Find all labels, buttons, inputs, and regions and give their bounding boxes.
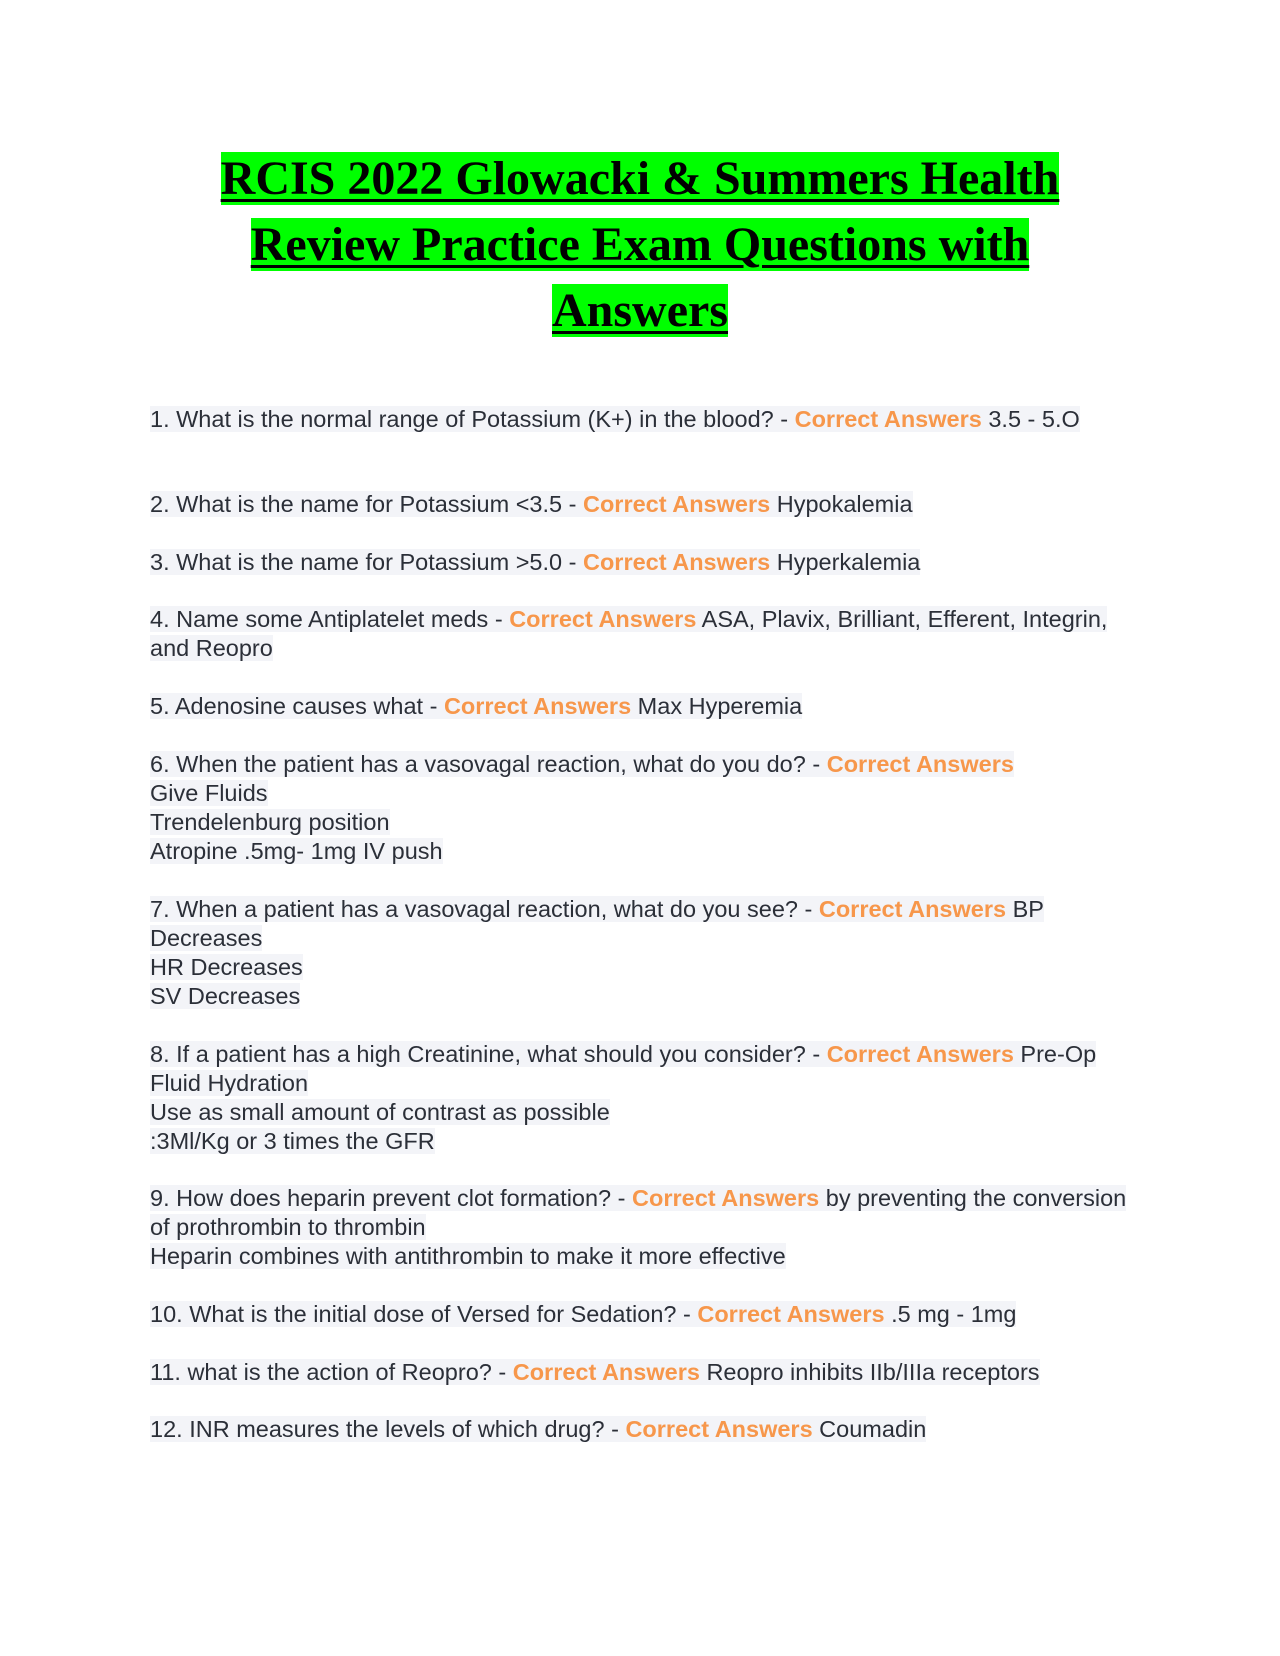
correct-answers-label: Correct Answers [632,1185,820,1211]
answer-line: Use as small amount of contrast as possible [150,1099,610,1125]
qa-item-5 [150,692,1135,721]
document-title [150,146,1130,344]
qa-item-1 [150,405,1135,434]
title-line-3: Answers [552,284,728,337]
question-text: 6. When the patient has a vasovagal reaction, what do you do? - [150,751,827,777]
answer-line: HR Decreases [150,954,303,980]
correct-answers-label: Correct Answers [826,751,1014,777]
answer-text: Hypokalemia [770,491,913,517]
answer-line: Trendelenburg position [150,809,390,835]
qa-item-4 [150,605,1135,663]
answer-line: Heparin combines with antithrombin to make it more effective [150,1243,786,1269]
question-text: 7. When a patient has a vasovagal reaction, what do you see? - [150,896,819,922]
correct-answers-label: Correct Answers [625,1416,813,1442]
qa-item-11 [150,1358,1135,1387]
qa-item-7 [150,895,1135,1011]
question-text: 11. what is the action of Reopro? - [150,1359,513,1385]
answer-line: :3Ml/Kg or 3 times the GFR [150,1128,435,1154]
question-text: 8. If a patient has a high Creatinine, what should you consider? - [150,1041,827,1067]
correct-answers-label: Correct Answers [818,896,1007,922]
answer-line: SV Decreases [150,983,301,1009]
answer-text: Max Hyperemia [631,693,803,719]
answer-text: Hyperkalemia [770,549,921,575]
question-text: 10. What is the initial dose of Versed for Sedation? - [150,1301,698,1327]
qa-item-6 [150,750,1135,866]
qa-item-8 [150,1040,1135,1156]
answer-text: 3.5 - 5.O [981,406,1080,432]
question-text: 3. What is the name for Potassium >5.0 - [150,549,583,575]
answer-text: .5 mg - 1mg [884,1301,1017,1327]
answer-text: Reopro inhibits IIb/IIIa receptors [699,1359,1040,1385]
qa-item-9 [150,1184,1135,1271]
qa-item-2 [150,490,1135,519]
qa-item-12 [150,1415,1135,1444]
answer-text: Coumadin [812,1416,927,1442]
correct-answers-label: Correct Answers [697,1301,885,1327]
qa-item-3 [150,548,1135,577]
question-text: 2. What is the name for Potassium <3.5 - [150,491,583,517]
question-text: 9. How does heparin prevent clot formation? - [150,1185,633,1211]
question-text: 5. Adenosine causes what - [150,693,444,719]
correct-answers-label: Correct Answers [582,549,771,575]
qa-item-10 [150,1300,1135,1329]
question-text: 4. Name some Antiplatelet meds - [150,606,510,632]
question-text: 1. What is the normal range of Potassium (K+) in the blood? - [150,406,795,432]
title-line-1: RCIS 2022 Glowacki & Summers Health [220,152,1060,205]
correct-answers-label: Correct Answers [826,1041,1014,1067]
answer-line: Atropine .5mg- 1mg IV push [150,838,443,864]
correct-answers-label: Correct Answers [512,1359,700,1385]
answer-text: Pre-Op Fluid Hydration [150,1041,1097,1096]
question-text: 12. INR measures the levels of which drug? - [150,1416,626,1442]
correct-answers-label: Correct Answers [443,693,632,719]
correct-answers-label: Correct Answers [582,491,771,517]
title-line-2: Review Practice Exam Questions with [250,218,1030,271]
correct-answers-label: Correct Answers [794,406,982,432]
answer-text: BP Decreases [150,896,1044,951]
answer-text: by preventing the conversion of prothrombin to thrombin [150,1185,1127,1240]
correct-answers-label: Correct Answers [509,606,697,632]
answer-text: ASA, Plavix, Brilliant, Efferent, Integrin, and Reopro [150,606,1108,661]
answer-line: Give Fluids [150,780,268,806]
